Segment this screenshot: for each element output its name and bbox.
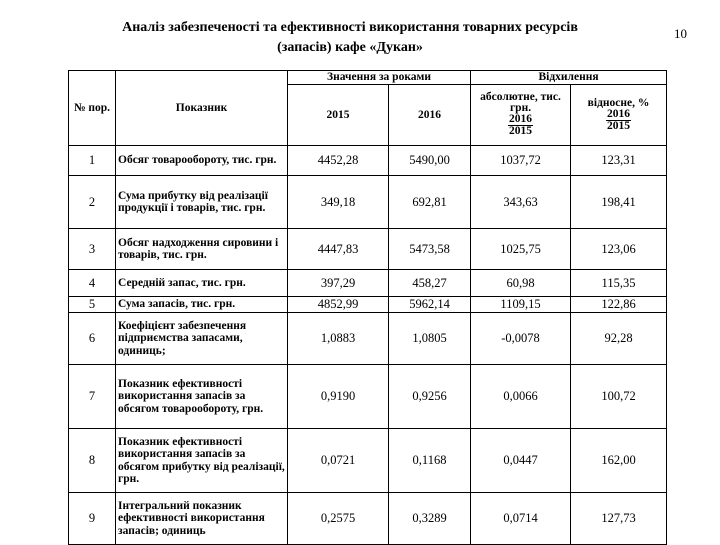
row-no: 1 [69, 146, 116, 176]
row-value-2016: 0,3289 [389, 493, 471, 545]
title-line-2: (запасів) кафе «Дукан» [277, 40, 423, 55]
header-deviation-group: Відхилення [471, 71, 667, 85]
row-absolute: 60,98 [471, 270, 571, 297]
row-value-2016: 5490,00 [389, 146, 471, 176]
table-row [69, 146, 667, 176]
row-value-2015: 397,29 [288, 270, 389, 297]
table-row [69, 493, 667, 545]
row-value-2015: 349,18 [288, 176, 389, 229]
row-value-2016: 1,0805 [389, 313, 471, 365]
row-indicator: Середній запас, тис. грн. [116, 270, 288, 297]
row-indicator: Обсяг товарообороту, тис. грн. [116, 146, 288, 176]
table-row [69, 365, 667, 429]
header-values-group: Значення за роками [288, 71, 471, 85]
row-indicator: Коефіцієнт забезпечення підприємства запасами, одиниць; [116, 313, 288, 365]
header-year-2016: 2016 [389, 85, 471, 146]
row-no: 5 [69, 297, 116, 313]
row-absolute: 1037,72 [471, 146, 571, 176]
row-value-2015: 4447,83 [288, 229, 389, 270]
row-relative: 162,00 [571, 429, 667, 493]
row-absolute: -0,0078 [471, 313, 571, 365]
row-no: 9 [69, 493, 116, 545]
row-value-2015: 4452,28 [288, 146, 389, 176]
row-relative: 198,41 [571, 176, 667, 229]
row-value-2016: 0,1168 [389, 429, 471, 493]
rel-frac-bottom: 2015 [607, 119, 631, 132]
header-relative-fraction [606, 109, 631, 132]
rel-frac-top: 2016 [607, 107, 631, 120]
row-absolute: 0,0447 [471, 429, 571, 493]
row-value-2015: 0,0721 [288, 429, 389, 493]
abs-frac-bottom: 2015 [509, 125, 533, 137]
row-absolute: 343,63 [471, 176, 571, 229]
row-no: 4 [69, 270, 116, 297]
table-row [69, 270, 667, 297]
row-relative: 123,06 [571, 229, 667, 270]
row-no: 3 [69, 229, 116, 270]
row-relative: 92,28 [571, 313, 667, 365]
row-indicator: Сума прибутку від реалізації продукції і товарів, тис. грн. [116, 176, 288, 229]
header-absolute [471, 85, 571, 146]
row-value-2016: 692,81 [389, 176, 471, 229]
row-indicator: Обсяг надходження сировини і товарів, тис. грн. [116, 229, 288, 270]
row-no: 2 [69, 176, 116, 229]
title-line-1: Аналіз забезпеченості та ефективності використання товарних ресурсів [122, 20, 578, 35]
row-relative: 100,72 [571, 365, 667, 429]
row-no: 7 [69, 365, 116, 429]
row-relative: 115,35 [571, 270, 667, 297]
table-row [69, 313, 667, 365]
row-no: 8 [69, 429, 116, 493]
row-indicator: Сума запасів, тис. грн. [116, 297, 288, 313]
row-relative: 127,73 [571, 493, 667, 545]
table-row [69, 429, 667, 493]
row-no: 6 [69, 313, 116, 365]
header-year-2015: 2015 [288, 85, 389, 146]
row-absolute: 0,0066 [471, 365, 571, 429]
row-relative: 123,31 [571, 146, 667, 176]
header-absolute-fraction [508, 114, 533, 137]
header-no: № пор. [69, 71, 116, 146]
header-relative-label: відносне, % [587, 96, 650, 109]
row-value-2016: 458,27 [389, 270, 471, 297]
row-absolute: 0,0714 [471, 493, 571, 545]
row-value-2015: 0,2575 [288, 493, 389, 545]
row-absolute: 1109,15 [471, 297, 571, 313]
table-row [69, 176, 667, 229]
row-relative: 122,86 [571, 297, 667, 313]
row-indicator: Показник ефективності використання запасів за обсягом прибутку від реалізації, грн. [116, 429, 288, 493]
row-absolute: 1025,75 [471, 229, 571, 270]
page-title [30, 18, 670, 58]
row-value-2016: 0,9256 [389, 365, 471, 429]
header-relative [571, 85, 667, 146]
row-value-2015: 0,9190 [288, 365, 389, 429]
header-indicator: Показник [116, 71, 288, 146]
row-value-2016: 5962,14 [389, 297, 471, 313]
table-row [69, 297, 667, 313]
table-row [69, 229, 667, 270]
row-value-2016: 5473,58 [389, 229, 471, 270]
row-value-2015: 4852,99 [288, 297, 389, 313]
row-value-2015: 1,0883 [288, 313, 389, 365]
header-absolute-label: абсолютне, тис. грн. [480, 91, 561, 114]
row-indicator: Інтегральний показник ефективності використання запасів; одиниць [116, 493, 288, 545]
row-indicator: Показник ефективності використання запасів за обсягом товарообороту, грн. [116, 365, 288, 429]
abs-frac-top: 2016 [509, 113, 533, 125]
analysis-table [68, 70, 667, 545]
page-number: 10 [674, 26, 687, 41]
